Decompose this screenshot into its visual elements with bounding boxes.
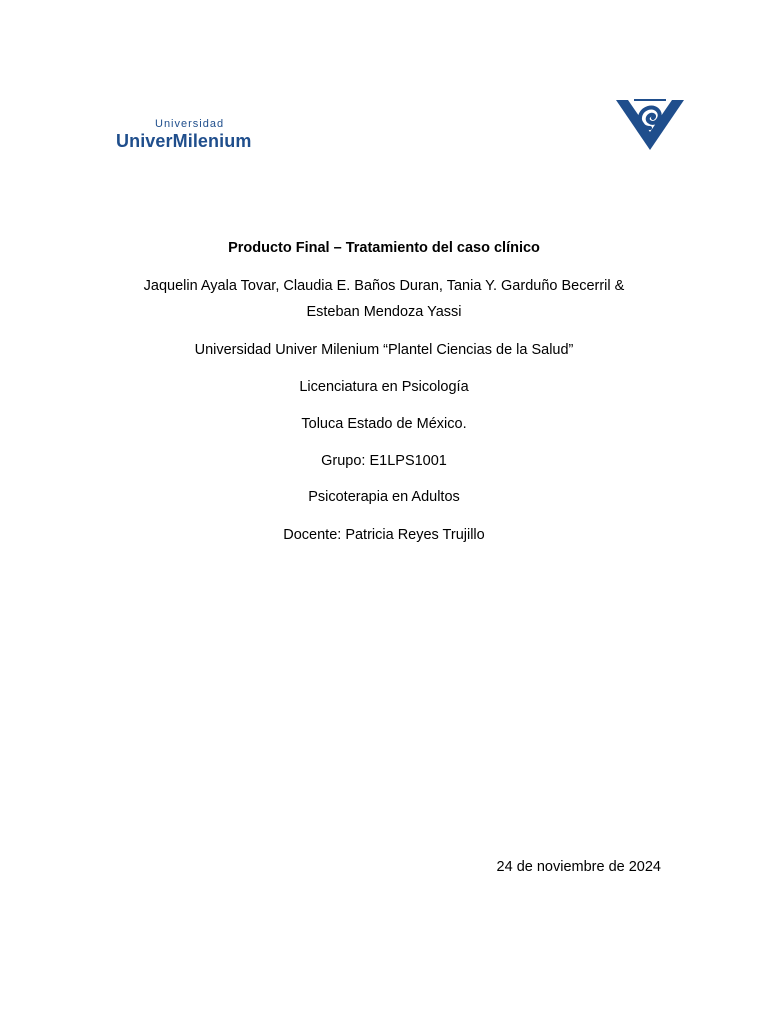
univermilenium-emblem-icon xyxy=(614,98,686,152)
logo-small-text: Universidad xyxy=(155,118,225,130)
document-title: Producto Final – Tratamiento del caso clínico xyxy=(228,240,540,256)
teacher-name: Docente: Patricia Reyes Trujillo xyxy=(283,527,485,543)
group-code: Grupo: E1LPS1001 xyxy=(321,453,447,469)
authors-line-2: Esteban Mendoza Yassi xyxy=(306,304,462,320)
document-date: 24 de noviembre de 2024 xyxy=(496,859,661,875)
institution-name: Universidad Univer Milenium “Plantel Ciencias de la Salud” xyxy=(194,342,574,358)
univermilenium-logo xyxy=(116,116,276,156)
location: Toluca Estado de México. xyxy=(301,416,467,432)
degree-name: Licenciatura en Psicología xyxy=(299,379,469,395)
authors-line-1: Jaquelin Ayala Tovar, Claudia E. Baños Duran, Tania Y. Garduño Becerril & xyxy=(143,278,625,294)
course-name: Psicoterapia en Adultos xyxy=(308,489,460,505)
logo-big-text: UniverMilenium xyxy=(116,131,252,151)
